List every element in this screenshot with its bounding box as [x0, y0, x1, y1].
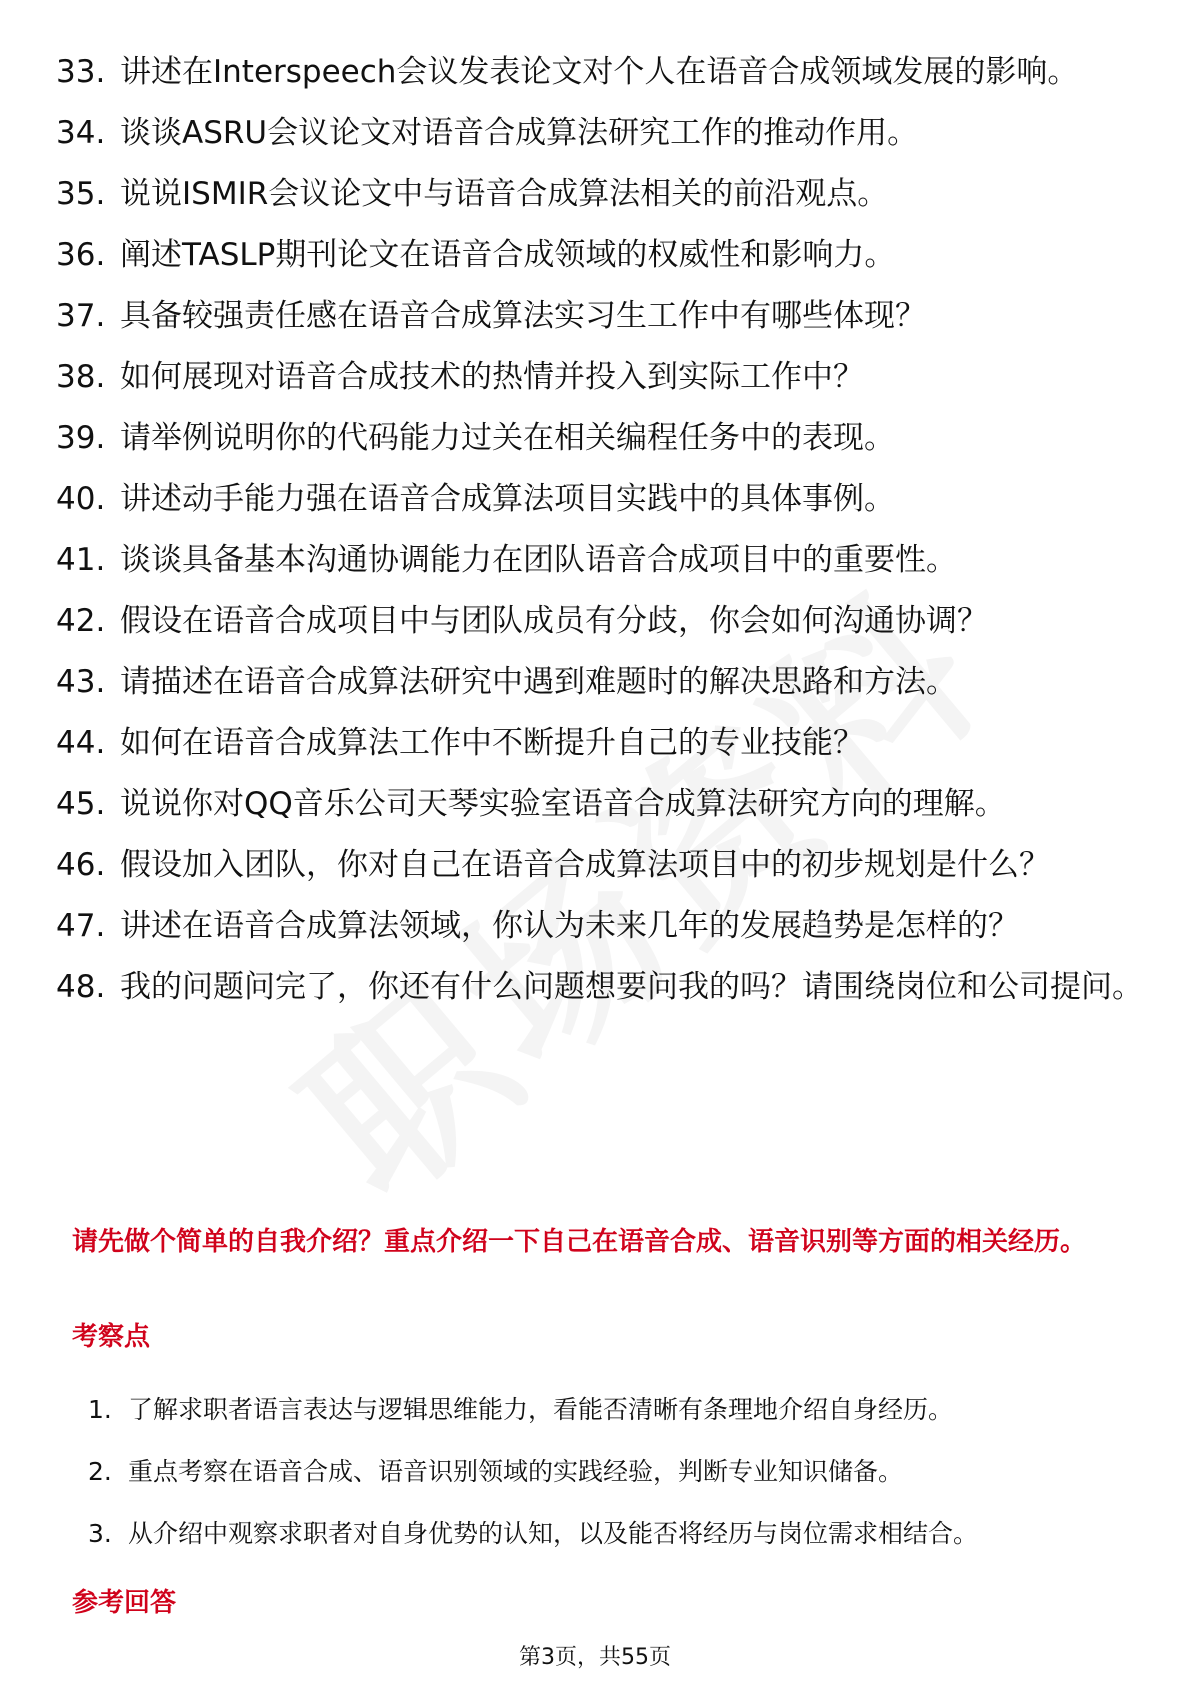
- question-number: 36.: [56, 237, 106, 273]
- question-text: 如何在语音合成算法工作中不断提升自己的专业技能？: [120, 725, 864, 761]
- question-item: [56, 965, 1146, 1009]
- question-number: 34.: [56, 115, 106, 151]
- question-text: 谈谈ASRU会议论文对语音合成算法研究工作的推动作用。: [120, 115, 919, 151]
- reference-answer-label: 参考回答: [72, 1588, 177, 1618]
- assessment-points-list: [88, 1392, 1148, 1578]
- question-number: 44.: [56, 725, 106, 761]
- question-number: 43.: [56, 664, 106, 700]
- point-number: 2.: [88, 1457, 112, 1486]
- question-text: 说说你对QQ音乐公司天琴实验室语音合成算法研究方向的理解。: [120, 786, 1006, 822]
- question-text: 说说ISMIR会议论文中与语音合成算法相关的前沿观点。: [120, 176, 889, 212]
- question-list: [56, 50, 1146, 1026]
- question-text: 假设加入团队，你对自己在语音合成算法项目中的初步规划是什么？: [120, 847, 1050, 883]
- question-number: 39.: [56, 420, 106, 456]
- question-item: [56, 477, 1146, 521]
- question-item: [56, 172, 1146, 216]
- question-number: 48.: [56, 969, 106, 1005]
- question-text: 谈谈具备基本沟通协调能力在团队语音合成项目中的重要性。: [120, 542, 957, 578]
- question-text: 请描述在语音合成算法研究中遇到难题时的解决思路和方法。: [120, 664, 957, 700]
- question-item: [56, 50, 1146, 94]
- assessment-point: [88, 1392, 1148, 1428]
- question-item: [56, 660, 1146, 704]
- assessment-point: [88, 1516, 1148, 1552]
- point-text: 重点考察在语音合成、语音识别领域的实践经验，判断专业知识储备。: [128, 1457, 904, 1486]
- question-text: 假设在语音合成项目中与团队成员有分歧，你会如何沟通协调？: [120, 603, 988, 639]
- assessment-point: [88, 1454, 1148, 1490]
- question-number: 40.: [56, 481, 106, 517]
- section-question-heading: 请先做个简单的自我介绍？重点介绍一下自己在语音合成、语音识别等方面的相关经历。: [72, 1227, 1087, 1257]
- question-item: [56, 416, 1146, 460]
- assessment-points-label: 考察点: [72, 1322, 151, 1352]
- question-number: 41.: [56, 542, 106, 578]
- question-number: 45.: [56, 786, 106, 822]
- question-number: 37.: [56, 298, 106, 334]
- question-item: [56, 843, 1146, 887]
- question-item: [56, 233, 1146, 277]
- question-text: 我的问题问完了，你还有什么问题想要问我的吗？请围绕岗位和公司提问。: [120, 969, 1143, 1005]
- question-number: 46.: [56, 847, 106, 883]
- question-number: 42.: [56, 603, 106, 639]
- point-text: 从介绍中观察求职者对自身优势的认知，以及能否将经历与岗位需求相结合。: [128, 1519, 979, 1548]
- question-item: [56, 294, 1146, 338]
- question-number: 38.: [56, 359, 106, 395]
- page-footer: 第3页，共55页: [519, 1645, 671, 1670]
- question-item: [56, 721, 1146, 765]
- question-text: 如何展现对语音合成技术的热情并投入到实际工作中？: [120, 359, 864, 395]
- point-number: 1.: [88, 1395, 112, 1424]
- question-text: 阐述TASLP期刊论文在语音合成领域的权威性和影响力。: [120, 237, 896, 273]
- question-item: [56, 538, 1146, 582]
- question-text: 请举例说明你的代码能力过关在相关编程任务中的表现。: [120, 420, 895, 456]
- question-text: 讲述在语音合成算法领域，你认为未来几年的发展趋势是怎样的？: [120, 908, 1019, 944]
- question-text: 讲述在Interspeech会议发表论文对个人在语音合成领域发展的影响。: [120, 54, 1079, 90]
- point-number: 3.: [88, 1519, 112, 1548]
- question-number: 35.: [56, 176, 106, 212]
- question-item: [56, 355, 1146, 399]
- point-text: 了解求职者语言表达与逻辑思维能力，看能否清晰有条理地介绍自身经历。: [128, 1395, 954, 1424]
- question-text: 讲述动手能力强在语音合成算法项目实践中的具体事例。: [120, 481, 895, 517]
- question-item: [56, 599, 1146, 643]
- question-item: [56, 111, 1146, 155]
- question-text: 具备较强责任感在语音合成算法实习生工作中有哪些体现？: [120, 298, 926, 334]
- question-number: 47.: [56, 908, 106, 944]
- question-number: 33.: [56, 54, 106, 90]
- question-item: [56, 904, 1146, 948]
- question-item: [56, 782, 1146, 826]
